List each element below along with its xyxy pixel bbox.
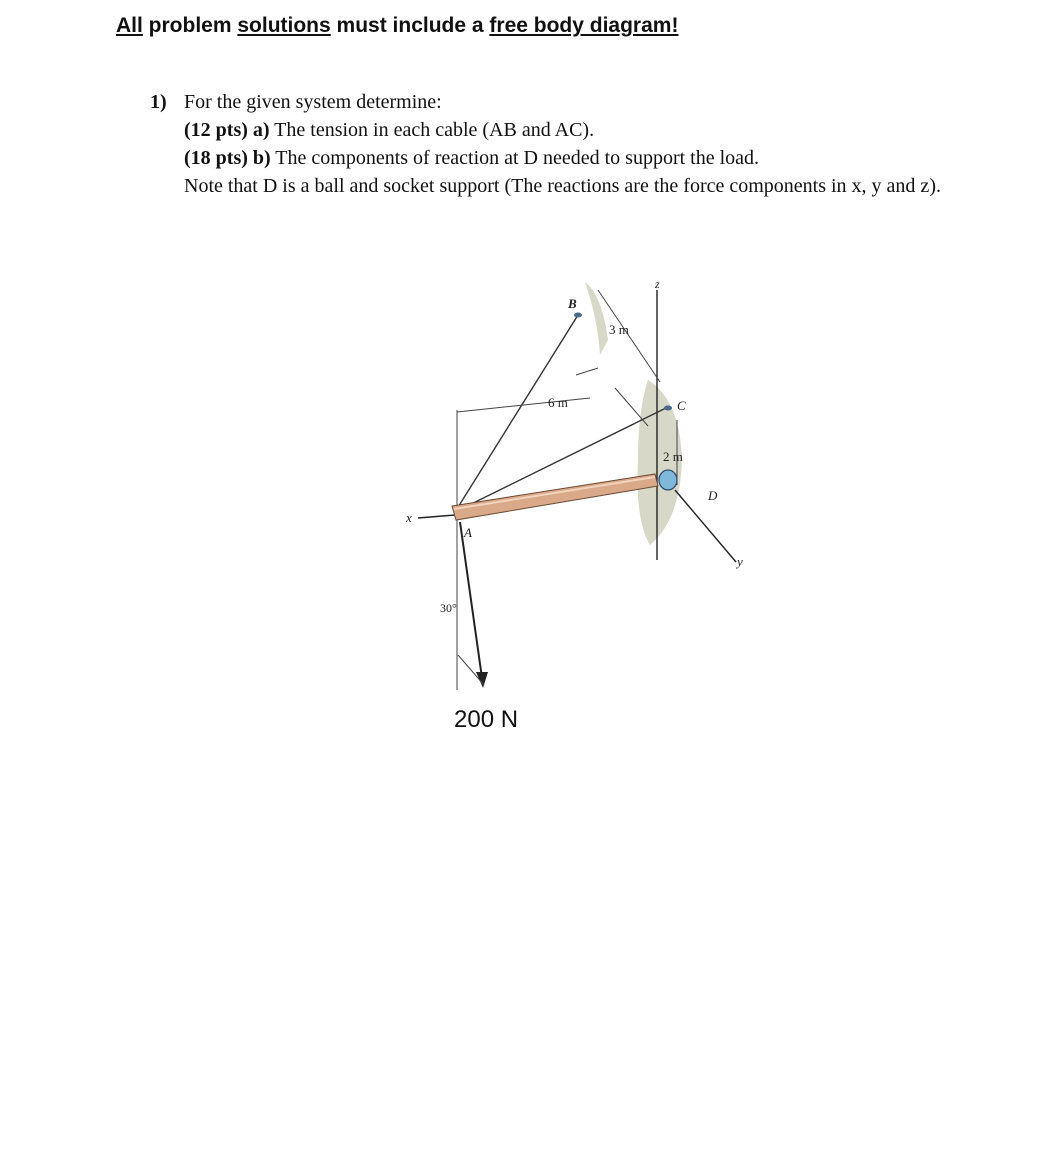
part-b: [184, 144, 994, 172]
load-label: 200 N: [454, 706, 519, 733]
label-x: x: [406, 510, 412, 525]
dim-line-6m: [457, 398, 590, 412]
header-all: All: [116, 14, 143, 37]
header-fbd: free body diagram!: [489, 14, 679, 37]
beam-highlight: [454, 477, 655, 509]
problem-statement: [150, 88, 994, 200]
label-b: B: [568, 296, 577, 311]
ball-socket-d: [659, 470, 677, 490]
part-a: [184, 116, 994, 144]
part-a-text: The tension in each cable (AB and AC).: [269, 119, 595, 141]
support-b: [574, 313, 582, 318]
header-solutions: solutions: [237, 14, 331, 37]
problem-number: 1): [150, 91, 167, 113]
header-problem: problem: [142, 14, 238, 37]
support-c: [664, 406, 672, 411]
y-axis: [675, 490, 736, 562]
problem-intro: For the given system determine:: [184, 91, 442, 113]
load-arrow-shaft: [460, 522, 482, 678]
label-d: D: [708, 488, 718, 503]
label-y: y: [737, 554, 743, 569]
problem-note: Note that D is a ball and socket support (The reactions are the force components in x, y and z).: [184, 175, 941, 197]
x-axis: [418, 515, 455, 518]
part-b-text: The components of reaction at D needed to support the load.: [270, 147, 760, 169]
label-angle: 30°: [440, 601, 457, 615]
part-a-points: (12 pts) a): [184, 119, 270, 141]
load-arrow-head: [476, 672, 488, 688]
label-c: C: [677, 398, 686, 413]
structure-diagram: [380, 260, 780, 740]
dim-ext-b: [576, 368, 598, 375]
label-6m: 6 m: [548, 395, 568, 410]
label-a: A: [464, 525, 472, 540]
label-2m: 2 m: [663, 449, 683, 464]
label-3m: 3 m: [609, 322, 629, 337]
instruction-header: [116, 14, 678, 38]
wall-shadow: [585, 282, 608, 355]
label-z: z: [655, 277, 660, 291]
part-b-points: (18 pts) b): [184, 147, 271, 169]
header-include: must include a: [330, 14, 490, 37]
